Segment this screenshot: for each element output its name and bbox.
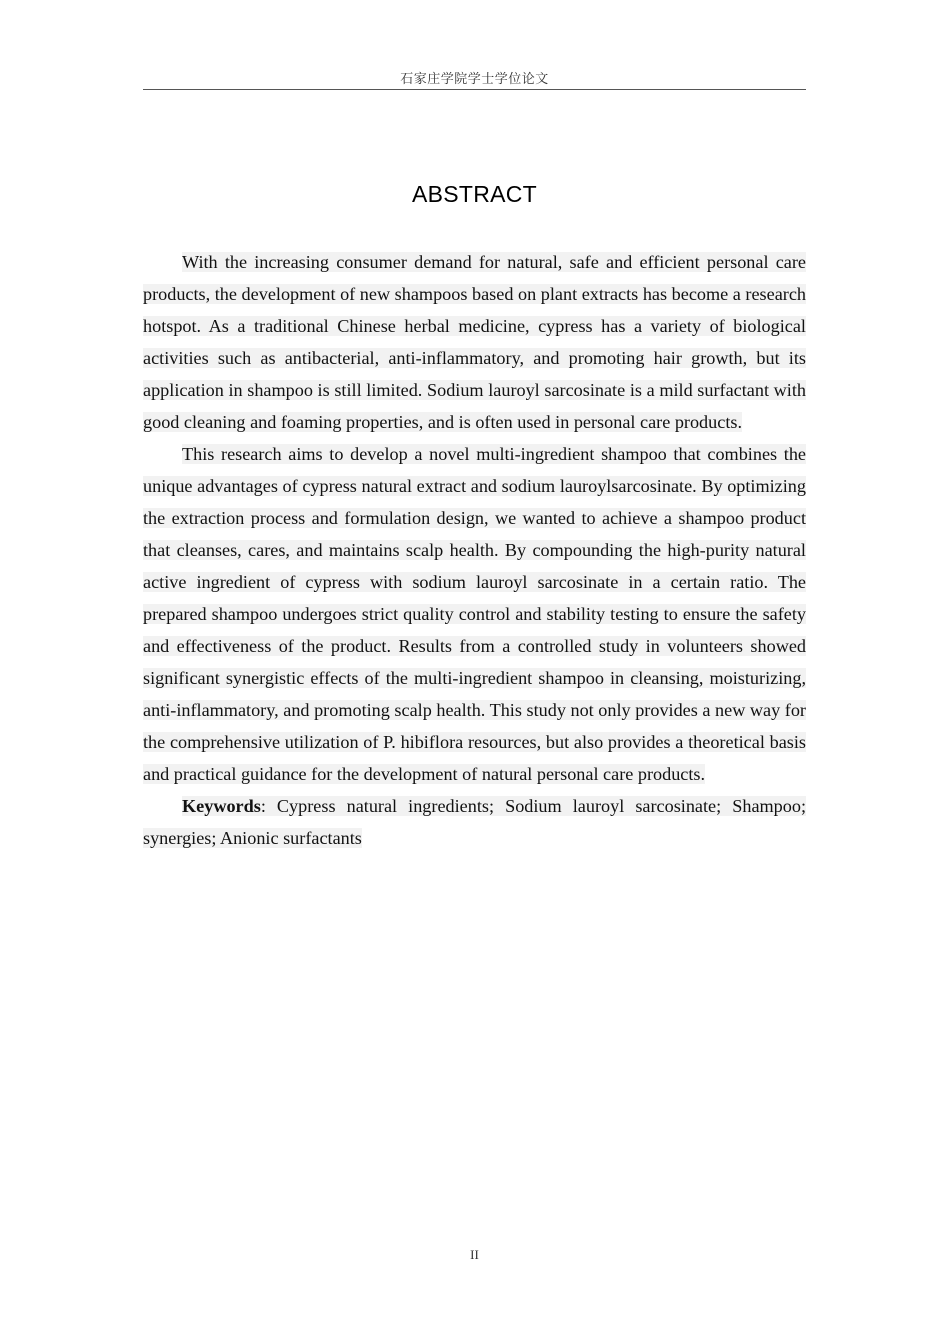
abstract-paragraph-1 — [143, 246, 806, 438]
abstract-body — [143, 246, 806, 854]
abstract-title: ABSTRACT — [411, 181, 538, 207]
keywords-paragraph — [143, 790, 806, 854]
abstract-paragraph-2 — [143, 438, 806, 790]
keywords-label: Keywords — [182, 796, 261, 816]
paragraph-text: With the increasing consumer demand for natural, safe and efficient personal care products, the development of new shampoos based on plant extracts has become a research hotspot. As a traditional Chinese herbal medicine, cypress has a variety of biological activities such as antibacterial, anti-inflammatory, and promoting hair growth, but its application in shampoo is still limited. Sodium lauroyl sarcosinate is a mild surfactant with good cleaning and foaming properties, and is often used in personal care products. — [143, 252, 806, 432]
keywords-text: : Cypress natural ingredients; Sodium lauroyl sarcosinate; Shampoo; synergies; Anionic surfactants — [143, 796, 806, 848]
keywords-line — [143, 796, 806, 848]
running-header: 石家庄学院学士学位论文 — [400, 72, 549, 87]
header-rule — [143, 89, 806, 90]
paragraph-text: This research aims to develop a novel multi-ingredient shampoo that combines the unique advantages of cypress natural extract and sodium lauroylsarcosinate. By optimizing the extraction process and formulation design, we wanted to achieve a shampoo product that cleanses, cares, and maintains scalp health. By compounding the high-purity natural active ingredient of cypress with sodium lauroyl sarcosinate in a certain ratio. The prepared shampoo undergoes strict quality control and stability testing to ensure the safety and effectiveness of the product. Results from a controlled study in volunteers showed significant synergistic effects of the multi-ingredient shampoo in cleansing, moisturizing, anti-inflammatory, and promoting scalp health. This study not only provides a new way for the comprehensive utilization of P. hibiflora resources, but also provides a theoretical basis and practical guidance for the development of natural personal care products. — [143, 444, 806, 784]
page-number: II — [470, 1247, 479, 1262]
